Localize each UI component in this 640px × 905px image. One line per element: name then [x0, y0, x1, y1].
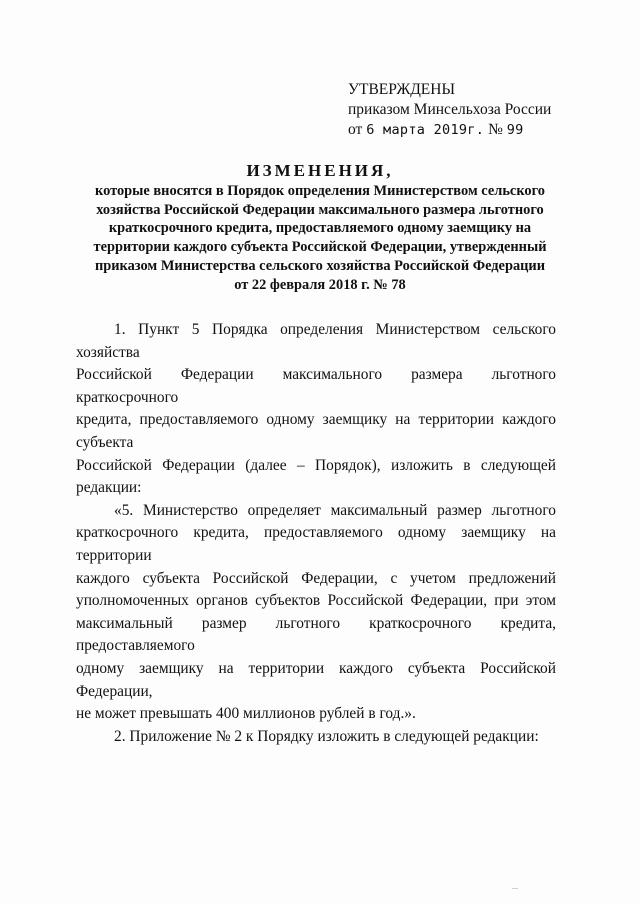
paragraph-line: Российской Федерации (далее – Порядок), изложить в следующей редакции: [76, 456, 556, 497]
paragraph-line: уполномоченных органов субъектов Российской Федерации, при этом [76, 592, 556, 610]
approval-number-sign: № [488, 121, 503, 138]
document-title-block [70, 161, 570, 294]
approval-date-stamp: 6 марта 2019г. [366, 122, 485, 138]
subtitle-line: хозяйства Российской Федерации максимального размера льготного [96, 201, 544, 218]
subtitle-line: от 22 февраля 2018 г. № 78 [234, 276, 406, 293]
paragraph-line: максимальный размер льготного краткосрочного кредита, предоставляемого [76, 614, 556, 655]
paragraph-line: краткосрочного кредита, предоставляемого одному заемщику на территории [76, 524, 556, 564]
paragraph-line: одному заемщику на территории каждого субъекта Российской Федерации, [76, 659, 556, 700]
document-body [76, 319, 556, 748]
subtitle-line: краткосрочного кредита, предоставляемого одному заемщику на [108, 220, 532, 237]
approval-date-prefix: от [348, 121, 363, 138]
paragraph-line: каждого субъекта Российской Федерации, с учетом предложений [76, 569, 556, 587]
paragraph-line: 1. Пункт 5 Порядка определения Министерством сельского хозяйства [76, 321, 556, 361]
subtitle-line: приказом Министерства сельского хозяйства Российской Федерации [94, 257, 546, 274]
paragraph-line: «5. Министерство определяет максимальный размер льготного [114, 501, 556, 519]
paragraph-line: не может превышать 400 миллионов рублей в год.». [76, 705, 416, 723]
paragraph-line: кредита, предоставляемого одному заемщику на территории каждого субъекта [76, 411, 556, 451]
paragraph-2 [76, 500, 556, 726]
paragraph-line: 2. Приложение № 2 к Порядку изложить в следующей редакции: [114, 727, 539, 745]
approval-date-line [348, 120, 608, 140]
paragraph-line: Российской Федерации максимального размера льготного краткосрочного [76, 366, 556, 406]
scan-artifact [512, 888, 518, 889]
approval-number-stamp: 99 [506, 122, 524, 138]
document-subtitle [70, 182, 570, 294]
approval-order: приказом Минсельхоза России [348, 101, 552, 118]
subtitle-line: территории каждого субъекта Российской Федерации, утвержденный [93, 239, 547, 256]
subtitle-line: которые вносятся в Порядок определения Министерством сельского [95, 183, 545, 199]
approval-title: УТВЕРЖДЕНЫ [348, 81, 455, 98]
approval-block [348, 80, 608, 140]
paragraph-1 [76, 319, 556, 500]
document-heading: ИЗМЕНЕНИЯ, [246, 161, 394, 180]
paragraph-3 [76, 726, 556, 749]
